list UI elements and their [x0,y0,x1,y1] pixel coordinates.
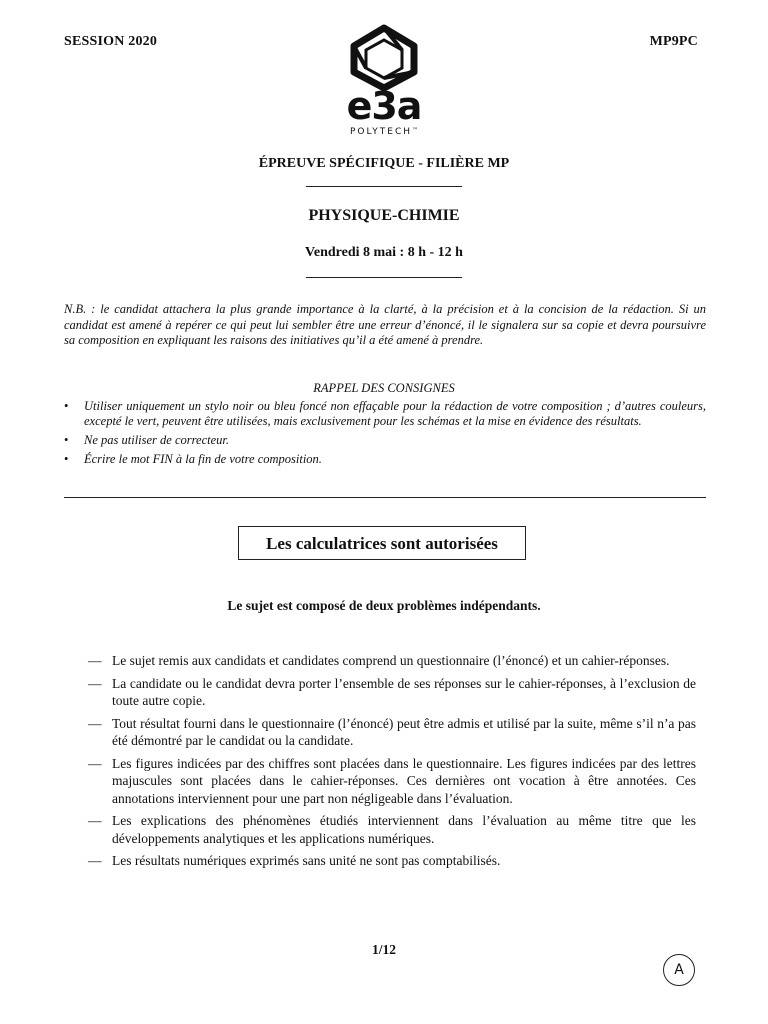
divider [306,277,462,278]
page-number: 1/12 [371,942,396,957]
intro-statement: Le sujet est composé de deux problèmes indépendants. [227,598,541,613]
version-badge: A [663,954,695,986]
dash-icon: — [88,653,102,668]
exam-code: MP9PC [649,34,698,49]
divider [306,186,462,187]
consigne-item: • Utiliser uniquement un stylo noir ou bleu foncé non effaçable pour la rédaction de votre composition ; d’autres couleurs, excepté le vert, peuvent être utilisées, mais exclusivement pour les schémas et la mise en évidence des résultats. [64,399,706,428]
dash-icon: — [88,813,102,828]
session-label: SESSION 2020 [64,34,158,49]
instruction-item: — Les résultats numériques exprimés sans unité ne sont pas comptabilisés. [88,853,501,868]
instruction-item: — Tout résultat fourni dans le questionnaire (l’énoncé) peut être admis et utilisé par la suite, même s’il n’a pas été démontré par le candidat ou la candidate. [88,715,696,748]
instruction-item: — La candidate ou le candidat devra porter l’ensemble de ses réponses sur le cahier-réponses, à l’exclusion de toute autre copie. [88,675,696,708]
bullet-icon: • [64,452,69,466]
section-separator [64,497,706,498]
instructions-list [88,652,696,875]
consignes-title: RAPPEL DES CONSIGNES [313,381,455,395]
dash-icon: — [88,853,102,868]
logo-subtitle: POLYTECH [349,127,413,137]
consignes-list [64,399,706,471]
nb-notice: N.B. : le candidat attachera la plus grande importance à la clarté, à la précision et à la concision de la rédaction. Si un candidat est amené à repérer ce qui peut lui sembler être une erreur d’énoncé, il le signalera sur sa copie et devra poursuivre sa composition en expliquant les raisons des initiatives qu’il a été amené à prendre. [64,302,706,347]
exam-date: Vendredi 8 mai : 8 h - 12 h [305,245,463,260]
logo-trademark: ™ [412,127,419,134]
bullet-icon: • [64,399,69,413]
instruction-item: — Les explications des phénomènes étudiés interviennent dans l’évaluation au même titre que les développements analytiques et les applications numériques. [88,813,696,846]
dash-icon: — [88,675,102,691]
dash-icon: — [88,715,102,731]
consigne-item: • Ne pas utiliser de correcteur. [64,433,230,447]
subject-title: PHYSIQUE-CHIMIE [308,207,460,224]
instruction-item: — Les figures indicées par des chiffres sont placées dans le questionnaire. Les figures indicées par des lettres majuscules sont placées dans le cahier-réponses. Ces dernières ont vocation à être annotées. Ces annotations interviennent pour une part non négligeable dans l’évaluation. [88,755,696,806]
instruction-item: — Le sujet remis aux candidats et candidates comprend un questionnaire (l’énoncé) et un cahier-réponses. [88,653,670,668]
e3a-logo [340,22,428,142]
calculators-allowed-box: Les calculatrices sont autorisées [238,526,526,560]
epreuve-title: ÉPREUVE SPÉCIFIQUE - FILIÈRE MP [258,156,510,171]
logo-brand: e3a [346,84,422,128]
dash-icon: — [88,755,102,771]
consigne-item: • Écrire le mot FIN à la fin de votre composition. [64,452,322,466]
bullet-icon: • [64,433,69,447]
